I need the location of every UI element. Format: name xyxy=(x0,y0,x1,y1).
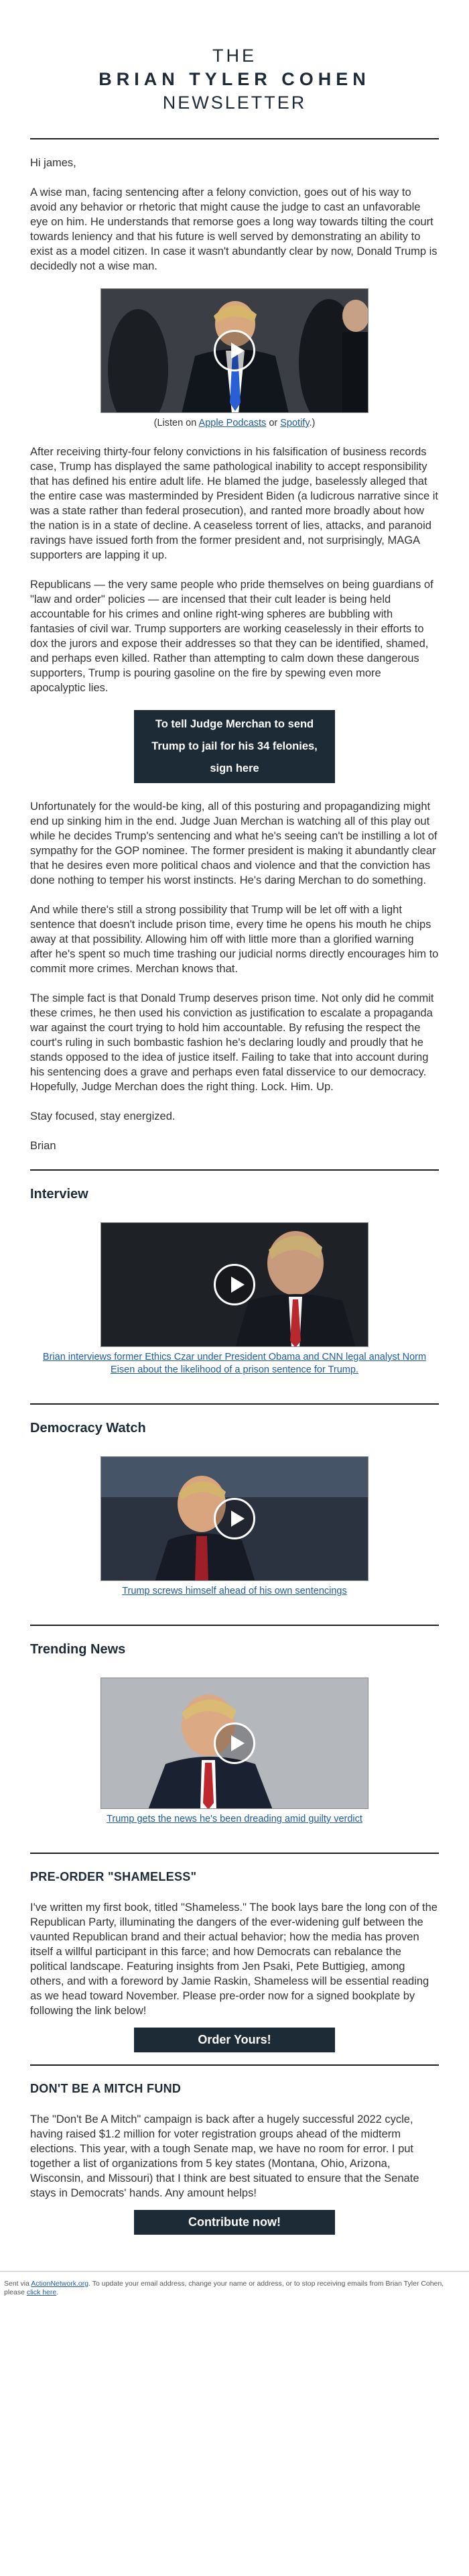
footer-prefix: Sent via xyxy=(4,2280,31,2288)
signoff: Stay focused, stay energized. xyxy=(30,1110,176,1122)
paragraph-2: After receiving thirty-four felony convictions in his falsification of business records case, Trump has displayed the same pathological inability to accept responsibility that has defined his entire adult life. He blamed the judge, baselessly alleged that the entire case was masterminded by President Biden (a ludicrous narrative since it was a state rather than federal prosecution), and ranted more broadly about how the nation is in a state of decline. A ceaseless torrent of lies, attacks, and paranoid ravings have issued forth from the former president and, not surprisingly, MAGA supporters are lapping it up. xyxy=(30,446,438,561)
democracy-link[interactable]: Trump screws himself ahead of his own sentencings xyxy=(122,1586,347,1596)
divider xyxy=(30,1625,439,1626)
listen-or: or xyxy=(266,418,281,428)
section-title-interview: Interview xyxy=(30,1187,88,1202)
trending-video-thumbnail[interactable] xyxy=(100,1678,368,1809)
play-icon[interactable] xyxy=(214,330,255,371)
democracy-caption[interactable] xyxy=(30,1585,439,1598)
trending-caption[interactable] xyxy=(30,1813,439,1826)
sign-petition-button[interactable]: To tell Judge Merchan to send Trump to jail for his 34 felonies, sign here xyxy=(134,710,335,783)
listen-suffix: .) xyxy=(309,418,316,428)
order-button[interactable]: Order Yours! xyxy=(134,2028,335,2052)
listen-caption xyxy=(30,417,439,430)
play-icon[interactable] xyxy=(214,1498,255,1539)
greeting: Hi james, xyxy=(30,157,76,169)
footer-text: . To update your email address, change your name or address, or to stop receiving emails from Brian Tyler Cohen, please xyxy=(4,2280,444,2296)
letter-body xyxy=(30,139,439,1153)
masthead-line-newsletter: NEWSLETTER xyxy=(162,93,307,113)
section-title-trending-news: Trending News xyxy=(30,1642,126,1657)
paragraph-1: A wise man, facing sentencing after a felony conviction, goes out of his way to avoid any behavior or rhetoric that might cause the judge to cast an unfavorable eye on him. He understands that remorse goes a long way towards tilting the court towards leniency and that his future is well served by demonstrating an ability to exist as a model citizen. In case it wasn't abundantly clear by now, Donald Trump is decidedly not a wise man. xyxy=(30,186,438,272)
paragraph-6: The simple fact is that Donald Trump deserves prison time. Not only did he commit these crimes, he then used his conviction as justification to escalate a propaganda war against the court trying to hold him accountable. By refusing the respect the court's ruling in such bombastic fashion he's declaring loudly and proudly that he stands opposed to the idea of justice itself. Failing to take that into account during his sentencing does a grave and perhaps even fatal disservice to our democracy. Hopefully, Judge Merchan does the right thing. Lock. Him. Up. xyxy=(30,992,434,1093)
democracy-video-thumbnail[interactable] xyxy=(100,1456,368,1581)
trump-courtroom-video-thumbnail[interactable] xyxy=(100,288,368,413)
interview-caption[interactable] xyxy=(30,1351,439,1377)
mitch-fund-section xyxy=(30,2082,439,2247)
paragraph-3: Republicans — the very same people who pride themselves on being guardians of "law and order" policies — are incensed that their cult leader is being held accountable for his crimes and online right-wing spheres are bubbling with fantasies of civil war. Trump supporters are working ceaselessly in their efforts to dox the jurors and expose their addresses so that they can be identified, shamed, and perhaps even killed. Rather than attempting to calm down these dangerous supporters, Trump is pouring gasoline on the fire by spewing even more apocalyptic lies. xyxy=(30,579,433,694)
interview-video-thumbnail[interactable] xyxy=(100,1222,368,1347)
paragraph-4: Unfortunately for the would-be king, all of this posturing and propagandizing might end up sinking him in the end. Judge Juan Merchan is watching all of this play out while he decides Trump's sentencing and what he's seeing can't be instilling a lot of sympathy for the GOP nominee. The former president is making it abundantly clear that he desires even more political chaos and violence and that the conviction has done nothing to temper his worst instincts. He's daring Merchan to do something. xyxy=(30,801,438,886)
interview-link[interactable]: Brian interviews former Ethics Czar under President Obama and CNN legal analyst Norm Eisen about the likelihood of a prison sentence for Trump. xyxy=(42,1352,427,1375)
mitch-fund-text: The "Don't Be A Mitch" campaign is back after a hugely successful 2022 cycle, having raised $1.2 million for voter registration groups ahead of the midterm elections. This year, with a tough Senate map, we have no room for error. I put together a list of organizations from 5 key states (Montana, Ohio, Arizona, Wisconsin, and Missouri) that I think are best situated to ensure that the Senate stays in Democrats' hands. Any amount helps! xyxy=(30,2113,419,2199)
signature: Brian xyxy=(30,1140,56,1152)
masthead-line-the: THE xyxy=(212,46,257,66)
spotify-link[interactable]: Spotify xyxy=(280,418,310,428)
section-title-mitch-fund: DON'T BE A MITCH FUND xyxy=(30,2082,182,2095)
listen-prefix: (Listen on xyxy=(153,418,199,428)
paragraph-5: And while there's still a strong possibility that Trump will be let off with a light sentence that doesn't include prison time, every time he opens his mouth he chips away at that possibility. Allowing him off with little more than a glorified warning after he's spent so much time trashing our judicial norms directly encourages him to commit more crimes. Merchan knows that. xyxy=(30,904,439,975)
apple-podcasts-link[interactable]: Apple Podcasts xyxy=(198,418,267,428)
trending-link[interactable]: Trump gets the news he's been dreading amid guilty verdict xyxy=(107,1814,362,1824)
newsletter-masthead xyxy=(20,0,449,138)
footer-suffix: . xyxy=(56,2288,59,2296)
unsubscribe-link[interactable]: click here xyxy=(26,2288,57,2296)
masthead-line-name: BRIAN TYLER COHEN xyxy=(98,69,371,89)
divider xyxy=(30,2064,439,2066)
trending-news-section xyxy=(30,1642,439,1853)
play-icon[interactable] xyxy=(214,1264,255,1305)
divider xyxy=(30,1853,439,1854)
section-title-democracy-watch: Democracy Watch xyxy=(30,1421,146,1436)
actionnetwork-link[interactable]: ActionNetwork.org xyxy=(31,2280,89,2288)
section-title-preorder: PRE-ORDER "SHAMELESS" xyxy=(30,1870,197,1883)
preorder-text: I've written my first book, titled "Shameless." The book lays bare the long con of the Republican Party, illuminating the dangers of the ever-widening gulf between the vaunted Republican brand and their actual behavior; how the media has proven itself a willful participant in this farce; and how Democrats can rebalance the political landscape. Featuring insights from Jen Psaki, Pete Buttigieg, among others, and with a foreword by Jamie Raskin, Shameless will be essential reading as we head toward November. Please pre-order now for a signed bookplate by following the link below! xyxy=(30,1901,438,2017)
interview-section xyxy=(30,1187,439,1403)
preorder-section xyxy=(30,1870,439,2064)
divider xyxy=(30,1403,439,1405)
divider xyxy=(30,1169,439,1171)
footer xyxy=(0,2272,469,2297)
contribute-button[interactable]: Contribute now! xyxy=(134,2210,335,2235)
democracy-watch-section xyxy=(30,1421,439,1625)
play-icon[interactable] xyxy=(214,1722,255,1764)
